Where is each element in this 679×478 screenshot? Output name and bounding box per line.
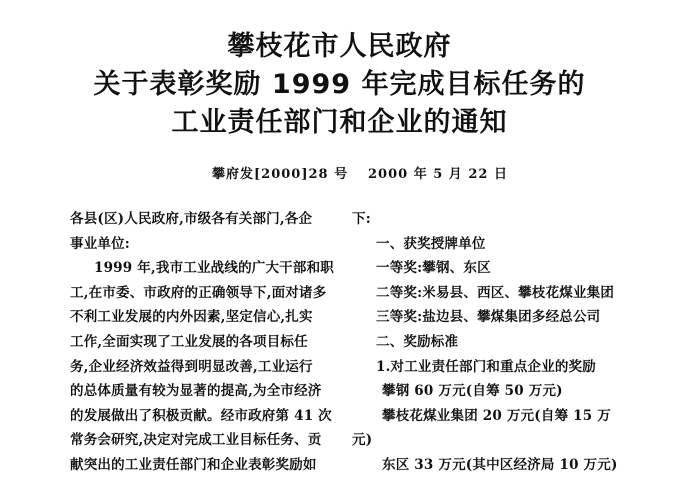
left-column: [70, 207, 336, 478]
body-line: 1.对工业责任部门和重点企业的奖励: [376, 358, 596, 375]
document-number: 攀府发[2000]28 号: [212, 167, 349, 182]
body-line: 工,在市委、市政府的正确领导下,面对诸多: [70, 284, 327, 301]
body-line: 1999 年,我市工业战线的广大干部和职: [94, 260, 334, 277]
body-line: 各县(区)人民政府,市级各有关部门,各企: [70, 211, 313, 227]
award-line: 一等奖:攀钢、东区: [376, 260, 491, 277]
document-date: 2000 年 5 月 22 日: [368, 167, 508, 182]
section-heading: 二、奖励标准: [376, 333, 459, 350]
right-column: [352, 207, 624, 478]
body-line: 不利工业发展的内外因素,坚定信心,扎实: [70, 309, 313, 326]
body-line: 事业单位:: [70, 235, 130, 252]
body-line: 常务会研究,决定对完成工业目标任务、贡: [70, 432, 322, 449]
body-line: 务,企业经济效益得到明显改善,工业运行: [70, 358, 313, 375]
document-title: [0, 28, 679, 142]
title-line-issuer: 攀枝花市人民政府: [227, 31, 452, 62]
award-line: 二等奖:米易县、西区、攀枝花煤业集团: [376, 284, 615, 301]
title-line-notice: 工业责任部门和企业的通知: [171, 107, 508, 138]
section-heading: 一、获奖授牌单位: [376, 235, 486, 252]
body-line: 献突出的工业责任部门和企业表彰奖励如: [70, 456, 317, 473]
award-line: 三等奖:盐边县、攀煤集团多经总公司: [376, 309, 601, 326]
reward-line: 攀枝花煤业集团 20 万元(自筹 15 万: [382, 407, 611, 424]
body-line: 的总体质量有较为显著的提高,为全市经济: [70, 383, 322, 400]
reward-line: 东区 33 万元(其中区经济局 10 万元): [382, 456, 618, 473]
body-line: 的发展做出了积极贡献。经市政府第 41 次: [70, 407, 332, 424]
reward-line: 攀钢 60 万元(自筹 50 万元): [382, 383, 563, 400]
title-line-subject: 关于表彰奖励 1999 年完成目标任务的: [93, 69, 586, 100]
body-line: 下:: [352, 211, 371, 227]
reward-line: 元): [352, 432, 373, 449]
body-line: 工作,全面实现了工业发展的各项目标任: [70, 333, 308, 350]
